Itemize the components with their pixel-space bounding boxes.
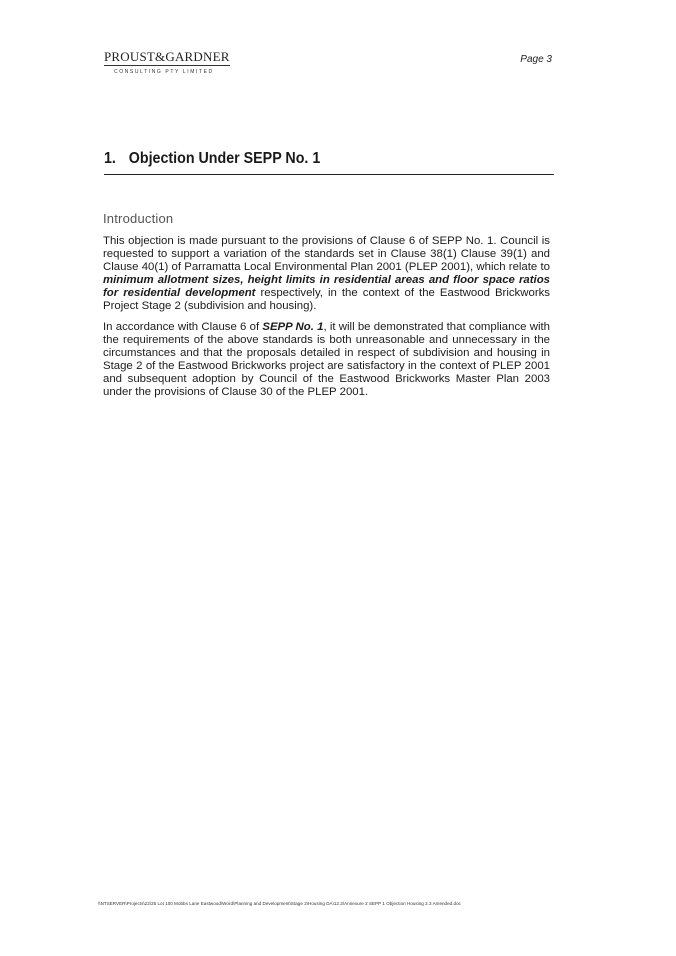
paragraph-1-emphasis: minimum allotment sizes, height limits in residential areas and floor space ratios for residential development	[103, 273, 550, 299]
section-number: 1.	[104, 150, 116, 167]
subheading-introduction: Introduction	[103, 211, 174, 226]
page-number: Page 3	[520, 54, 552, 65]
body-text	[103, 235, 550, 408]
section-title: Objection Under SEPP No. 1	[128, 150, 321, 167]
section-heading	[104, 150, 554, 175]
paragraph-2-text-b: , it will be demonstrated that compliance with the requirements of the above standards is both unreasonable and unnecessary in the circumstances and that the proposals detailed in respect of subdivision and housing in Stage 2 of the Eastwood Brickworks project are satisfactory in the context of PLEP 2001 and subsequent adoption by Council of the Eastwood Brickworks Master Plan 2003 under the provisions of Clause 30 of the PLEP 2001.	[103, 321, 550, 398]
logo-subtitle: CONSULTING PTY LIMITED	[114, 69, 214, 75]
paragraph-2-emphasis: SEPP No. 1	[262, 321, 324, 334]
paragraph-1	[103, 235, 550, 312]
paragraph-2-text-a: In accordance with Clause 6 of	[103, 321, 263, 334]
logo-name: PROUST&GARDNER	[104, 49, 230, 64]
footer-file-path: \\NTSERVER\Projects\22\25 Lot 100 Mobbs Lane Eastwood\Word\Planning and Development\Stage 2\Housing DA\12.3\Annexure 2 SEPP 1 Objection Housing 2.3 Amended.doc	[98, 901, 461, 906]
paragraph-2	[103, 321, 550, 398]
company-logo	[104, 48, 230, 75]
paragraph-1-text-a: This objection is made pursuant to the provisions of Clause 6 of SEPP No. 1. Council is requested to support a variation of the standards set in Clause 38(1) Clause 39(1) and Clause 40(1) of Parramatta Local Environmental Plan 2001 (PLEP 2001), which relate to	[103, 235, 550, 273]
paragraph-1-text-b: respectively, in the context of the Eastwood Brickworks Project Stage 2 (subdivision and housing).	[103, 286, 550, 312]
